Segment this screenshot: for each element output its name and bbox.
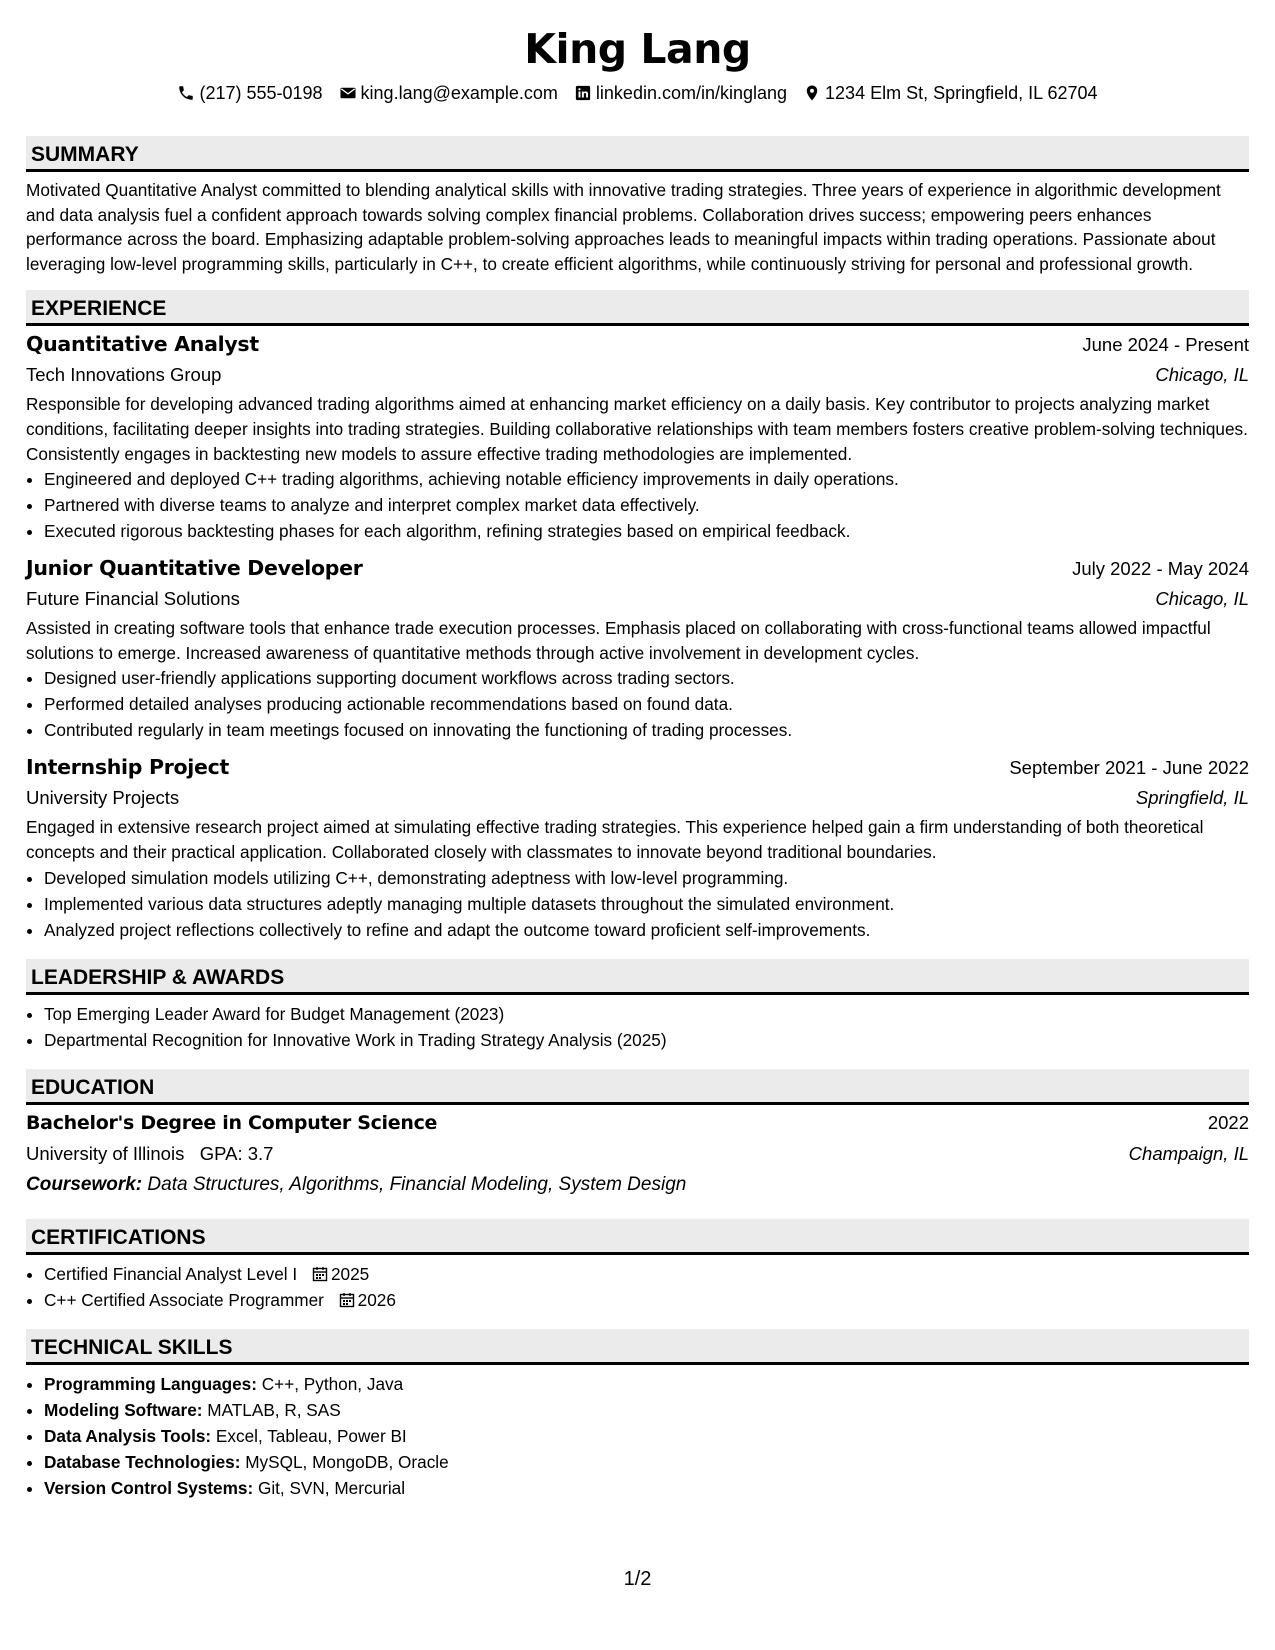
job-bullets [26, 665, 1249, 743]
job-bullets [26, 466, 1249, 544]
skill-value: C++, Python, Java [261, 1373, 404, 1394]
job-dates: September 2021 - June 2022 [1009, 757, 1249, 779]
phone-icon [177, 84, 195, 102]
job-dates: June 2024 - Present [1082, 334, 1249, 356]
contact-bar [26, 80, 1249, 106]
list-item: • Analyzed project reflections collectively to refine and adapt the outcome toward proficient self-improvements. [44, 917, 1249, 943]
skills-list [26, 1371, 1249, 1501]
skill-label: Modeling Software: [44, 1399, 203, 1420]
resume-page [26, 0, 1249, 1501]
leadership-list [26, 1001, 1249, 1053]
skill-value: MATLAB, R, SAS [207, 1399, 341, 1420]
skill-label: Programming Languages: [44, 1373, 257, 1394]
job-entry [26, 751, 1249, 942]
cert-year: 2025 [330, 1263, 370, 1284]
coursework [26, 1169, 1249, 1201]
list-item: • Designed user-friendly applications supporting document workflows across trading sectors. [44, 665, 1249, 691]
cert-name: C++ Certified Associate Programmer [44, 1289, 324, 1310]
list-item [44, 1449, 1249, 1475]
list-item [44, 1423, 1249, 1449]
linkedin-icon [574, 84, 592, 102]
skill-label: Database Technologies: [44, 1451, 241, 1472]
job-entry [26, 328, 1249, 544]
candidate-name: King Lang [524, 25, 751, 73]
job-entry [26, 552, 1249, 743]
list-item [44, 1287, 1249, 1313]
list-item [44, 1397, 1249, 1423]
summary-text: Motivated Quantitative Analyst committed to blending analytical skills with innovative trading strategies. Three years of experience in algorithmic development and data analysis fuel a confident approach towards solving complex financial problems. Collaboration drives success; empowering peers enhances performance across the board. Emphasizing adaptable problem-solving approaches leads to meaningful impacts within trading operations. Passionate about leveraging low-level programming skills, particularly in C++, to create efficient algorithms, while continuously striving for personal and professional growth. [26, 180, 1221, 274]
skill-value: MySQL, MongoDB, Oracle [245, 1451, 449, 1472]
leadership-header: LEADERSHIP & AWARDS [26, 959, 1249, 995]
contact-linkedin[interactable] [574, 80, 787, 106]
calendar-icon [339, 1292, 355, 1308]
map-pin-icon [803, 84, 821, 102]
job-description: Assisted in creating software tools that enhance trade execution processes. Emphasis placed on collaborating with cross-functional teams allowed impactful solutions to emerge. Increased awareness of quantitative methods through active involvement in development cycles. [26, 618, 1211, 663]
contact-phone [177, 80, 322, 106]
list-item: • Performed detailed analyses producing actionable recommendations based on found data. [44, 691, 1249, 717]
list-item [44, 1261, 1249, 1287]
school-name: University of Illinois [26, 1142, 185, 1164]
job-dates: July 2022 - May 2024 [1072, 558, 1249, 580]
phone-text: (217) 555-0198 [199, 83, 323, 103]
experience-header: EXPERIENCE [26, 290, 1249, 326]
job-company: University Projects [26, 787, 180, 809]
job-title: Quantitative Analyst [26, 332, 259, 357]
certifications-header: CERTIFICATIONS [26, 1219, 1249, 1255]
list-item: • Engineered and deployed C++ trading algorithms, achieving notable efficiency improvements in daily operations. [44, 466, 1249, 492]
coursework-label: Coursework: [26, 1173, 143, 1195]
contact-address [803, 80, 1098, 106]
job-title: Junior Quantitative Developer [26, 556, 363, 581]
email-text[interactable]: king.lang@example.com [360, 83, 558, 103]
list-item: • Developed simulation models utilizing C++, demonstrating adeptness with low-level programming. [44, 865, 1249, 891]
job-company: Future Financial Solutions [26, 588, 240, 610]
address-text: 1234 Elm St, Springfield, IL 62704 [825, 83, 1098, 103]
job-location: Chicago, IL [1155, 588, 1249, 610]
list-item [44, 1371, 1249, 1397]
job-company: Tech Innovations Group [26, 364, 222, 386]
skill-value: Git, SVN, Mercurial [257, 1477, 406, 1498]
list-item: • Top Emerging Leader Award for Budget Management (2023) [44, 1001, 1249, 1027]
envelope-icon [339, 84, 357, 102]
gpa: GPA: 3.7 [199, 1142, 274, 1164]
job-location: Springfield, IL [1135, 787, 1249, 809]
coursework-list: Data Structures, Algorithms, Financial Modeling, System Design [147, 1173, 687, 1195]
skill-label: Data Analysis Tools: [44, 1425, 212, 1446]
list-item: • Departmental Recognition for Innovative Work in Trading Strategy Analysis (2025) [44, 1027, 1249, 1053]
job-description: Responsible for developing advanced trading algorithms aimed at enhancing market efficiency on a daily basis. Key contributor to projects analyzing market conditions, facilitating deeper insights into trading strategies. Building collaborative relationships with team members fosters creative problem-solving techniques. Consistently engages in backtesting new models to assure effective trading methodologies are implemented. [26, 394, 1248, 464]
job-description: Engaged in extensive research project aimed at simulating effective trading strategies. This experience helped gain a firm understanding of both theoretical concepts and their practical application. Collaborated closely with classmates to innovate beyond traditional boundaries. [26, 817, 1204, 862]
linkedin-text[interactable]: linkedin.com/in/kinglang [595, 83, 788, 103]
summary-header: SUMMARY [26, 136, 1249, 172]
list-item: • Contributed regularly in team meetings focused on innovating the functioning of trading processes. [44, 717, 1249, 743]
skill-label: Version Control Systems: [44, 1477, 254, 1498]
education-header: EDUCATION [26, 1069, 1249, 1105]
contact-email[interactable] [339, 80, 558, 106]
degree-title: Bachelor's Degree in Computer Science [26, 1111, 438, 1134]
job-location: Chicago, IL [1155, 364, 1249, 386]
certifications-list [26, 1261, 1249, 1313]
job-title: Internship Project [26, 755, 229, 780]
page-number: 1/2 [623, 1568, 652, 1590]
school-location: Champaign, IL [1128, 1142, 1249, 1164]
list-item: • Implemented various data structures adeptly managing multiple datasets throughout the simulated environment. [44, 891, 1249, 917]
list-item: • Executed rigorous backtesting phases for each algorithm, refining strategies based on empirical feedback. [44, 518, 1249, 544]
job-bullets [26, 865, 1249, 943]
cert-name: Certified Financial Analyst Level I [44, 1263, 298, 1284]
list-item [44, 1475, 1249, 1501]
graduation-year: 2022 [1207, 1111, 1249, 1133]
skills-header: TECHNICAL SKILLS [26, 1329, 1249, 1365]
list-item: • Partnered with diverse teams to analyze and interpret complex market data effectively. [44, 492, 1249, 518]
skill-value: Excel, Tableau, Power BI [215, 1425, 407, 1446]
calendar-icon [312, 1266, 328, 1282]
cert-year: 2026 [357, 1289, 396, 1310]
